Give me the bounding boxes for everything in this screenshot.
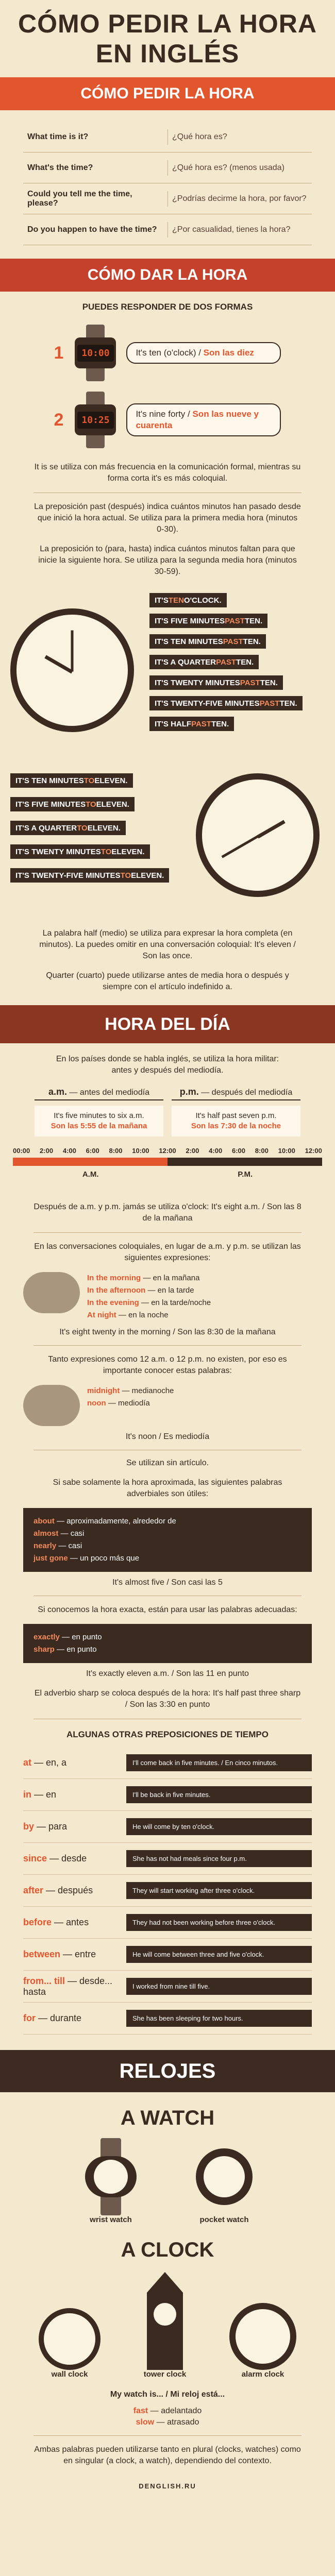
approx-note: Si sabe solamente la hora aproximada, las siguientes palabras adverbiales son útiles: (53, 1478, 282, 1498)
am-column: a.m. — antes del mediodía It's five minutes to six a.m. Son las 5:55 de la mañana (35, 1087, 163, 1137)
mywatch-es: — adelantado (148, 2406, 202, 2415)
alarm-clock-icon (229, 2303, 296, 2370)
preposition-term (23, 1789, 126, 1800)
box-en: sharp (34, 1645, 55, 1654)
box-es: — casi (58, 1529, 85, 1538)
note-past: La preposición past (después) indica cuántos minutos han pasado desde que inició la hora actual. Se utiliza para la primera media hora (minutos 0-30). (34, 502, 301, 534)
chat-item (87, 1385, 174, 1397)
pill-pre: IT'S TWENTY-FIVE MINUTES (155, 699, 260, 708)
note-it-is: It is se utiliza con más frecuencia en la comunicación formal, mientras su forma corta it's es más coloquial. (34, 463, 301, 483)
tower-clock-caption: tower clock (143, 2370, 187, 2379)
speech-es: Son las diez (203, 348, 254, 358)
tower-clock-icon (137, 2272, 193, 2370)
time-phrase-pill (10, 844, 150, 859)
time-phrase-pill (149, 717, 234, 731)
pill-key: PAST (191, 719, 211, 728)
question-es: ¿Por casualidad, tienes la hora? (167, 222, 312, 238)
pill-post: TEN. (211, 719, 229, 728)
two-ways-label: PUEDES RESPONDER DE DOS FORMAS (82, 302, 253, 312)
box-item (34, 1528, 301, 1540)
preposition-es: en (46, 1789, 57, 1800)
page-title: CÓMO PEDIR LA HORA EN INGLÉS (18, 9, 317, 68)
pill-key: TO (100, 847, 112, 856)
preposition-row (23, 1971, 312, 2003)
pill-key: PAST (240, 678, 260, 687)
wall-clock-icon (39, 2308, 100, 2370)
preposition-row (23, 1779, 312, 1811)
pill-pre: IT'S TEN MINUTES (15, 776, 84, 785)
timeline-tick-label: 10:00 (132, 1147, 149, 1155)
box-item (34, 1631, 301, 1643)
preposition-row (23, 2003, 312, 2035)
box-es: — en punto (59, 1633, 102, 1641)
preposition-es: después (58, 1885, 93, 1895)
question-row (23, 152, 312, 183)
box-es: — en punto (54, 1645, 97, 1654)
question-es: ¿Podrías decirme la hora, por favor? (167, 191, 312, 207)
approx-example: It's almost five / Son casi las 5 (112, 1578, 223, 1587)
preposition-es: desde (61, 1853, 87, 1863)
preposition-row (23, 1747, 312, 1779)
footer-brand: DENGLISH.RU (139, 2482, 196, 2490)
chat-en: In the afternoon (87, 1286, 146, 1295)
chat-es: — medianoche (120, 1386, 174, 1395)
chat-es: — en la mañana (141, 1274, 200, 1282)
exact-note: Si conocemos la hora exacta, están para usar las palabras adecuadas: (38, 1605, 297, 1614)
preposition-example: He will come by ten o'clock. (126, 1818, 312, 1835)
chat-en: noon (87, 1399, 106, 1408)
speech-bubble: It's ten (o'clock) / Son las diez (126, 342, 281, 364)
chat-item (87, 1284, 211, 1297)
pill-key: PAST (216, 657, 237, 667)
approx-lead: Se utilizan sin artículo. (126, 1459, 209, 1467)
chat-en: In the morning (87, 1274, 141, 1282)
pill-key: PAST (225, 616, 245, 625)
preposition-sep: — (31, 1757, 46, 1768)
pill-pre: IT'S TEN MINUTES (155, 637, 223, 646)
box-es: — un poco más que (68, 1554, 140, 1563)
preposition-term (23, 1917, 126, 1928)
box-item (34, 1515, 301, 1528)
section-heading-tell: CÓMO DAR LA HORA (0, 259, 335, 292)
clock-icon (196, 773, 320, 897)
speech-en: It's ten (o'clock) (136, 348, 196, 358)
way-number: 2 (54, 410, 64, 430)
question-en: Could you tell me the time, please? (27, 189, 132, 208)
way-number: 1 (54, 343, 64, 363)
mywatch-label: My watch is... / Mi reloj está... (110, 2390, 225, 2399)
pill-post: TEN. (236, 657, 254, 667)
approx-box (23, 1508, 312, 1572)
preposition-example: They will start working after three o'clock. (126, 1882, 312, 1899)
divider (34, 2435, 301, 2436)
preposition-sep: — (65, 1975, 80, 1986)
pill-key: TO (86, 800, 96, 809)
question-en: What time is it? (27, 132, 89, 141)
mywatch-item (39, 2405, 296, 2417)
box-item (34, 1643, 301, 1656)
preposition-row (23, 1875, 312, 1907)
time-phrase-pill (149, 614, 267, 628)
preposition-example: I'll be back in five minutes. (126, 1786, 312, 1803)
box-item (34, 1540, 301, 1552)
time-phrase-pill (10, 821, 126, 835)
divider (34, 1232, 301, 1233)
preposition-sep: — (60, 1949, 75, 1959)
watch-digits: 10:25 (77, 412, 113, 429)
final-note: Ambas palabras pueden utilizarse tanto en plural (clocks, watches) como en singular (a clock, a watch), dependiendo del contexto. (34, 2445, 301, 2465)
preposition-row (23, 1811, 312, 1843)
mywatch-es: — atrasado (154, 2418, 199, 2427)
chat1-example: It's eight twenty in the morning / Son las 8:30 de la mañana (59, 1328, 276, 1336)
mywatch-items (39, 2405, 296, 2428)
pill-post: TEN. (243, 637, 261, 646)
chat-es: — mediodía (106, 1399, 150, 1408)
pill-pre: IT'S (155, 596, 169, 605)
exact-example: It's exactly eleven a.m. / Son las 11 en punto (86, 1669, 249, 1678)
wrist-watch-icon (77, 2138, 144, 2215)
note-am-pm: Después de a.m. y p.m. jamás se utiliza o'clock: It's eight a.m. / Son las 8 de la mañana (34, 1202, 301, 1223)
question-es: ¿Qué hora es? (167, 129, 312, 145)
sharp-note: El adverbio sharp se coloca después de la hora: It's half past three sharp / Son las 3:30 en punto (34, 1689, 301, 1709)
preposition-sep: — (36, 2013, 51, 2023)
preposition-sep: — (47, 1853, 62, 1863)
pill-pre: IT'S TWENTY MINUTES (155, 678, 240, 687)
timeline-tick-label: 12:00 (305, 1147, 322, 1155)
pill-pre: IT'S TWENTY-FIVE MINUTES (15, 871, 121, 880)
digital-watch-icon (70, 325, 121, 381)
watches-row (0, 2138, 335, 2224)
timeline-tick-label: 10:00 (278, 1147, 295, 1155)
preposition-term (23, 1949, 126, 1960)
chat-en: At night (87, 1311, 116, 1319)
note-colloquial: En las conversaciones coloquiales, en lugar de a.m. y p.m. se utilizan las siguientes expresiones: (34, 1242, 301, 1262)
pill-post: TEN. (279, 699, 297, 708)
mywatch-item (39, 2417, 296, 2428)
preposition-sep: — (34, 1821, 49, 1832)
section-heading-ask: CÓMO PEDIR LA HORA (0, 77, 335, 110)
pill-key: TO (83, 776, 95, 785)
timeline-tick-label: 8:00 (109, 1147, 123, 1155)
watch-digits: 10:00 (77, 345, 113, 362)
question-row (23, 183, 312, 214)
note-to: La preposición to (para, hasta) indica cuántos minutos faltan para que inicie la siguiente hora. Se utiliza para la segunda media hora (minutos 30-59). (38, 545, 297, 576)
question-row (23, 122, 312, 152)
preposition-sep: — (52, 1917, 66, 1927)
timeline-tick-label: 4:00 (209, 1147, 223, 1155)
preposition-es: durante (50, 2013, 82, 2023)
preposition-en: in (23, 1789, 31, 1800)
timeline-tick-label: 4:00 (62, 1147, 76, 1155)
chat-item (87, 1272, 211, 1284)
mywatch-en: slow (136, 2418, 155, 2427)
preposition-term (23, 1853, 126, 1864)
pill-post: ELEVEN. (131, 871, 164, 880)
time-phrase-pill (149, 696, 303, 710)
preps-heading: ALGUNAS OTRAS PREPOSICIONES DE TIEMPO (66, 1730, 269, 1739)
preposition-row (23, 1843, 312, 1875)
preposition-sep: — (31, 1789, 46, 1800)
clock-to-block (0, 758, 335, 918)
watch-title: A WATCH (120, 2107, 215, 2129)
preposition-term (23, 1976, 126, 1997)
questions-table (23, 122, 312, 245)
time-phrase-pill (10, 773, 133, 788)
section-heading-day: HORA DEL DÍA (0, 1005, 335, 1043)
preposition-term (23, 1821, 126, 1832)
box-es: — casi (56, 1541, 82, 1550)
chat-es: — en la tarde (145, 1286, 194, 1295)
pocket-watch-icon (191, 2138, 258, 2215)
pill-post: O'CLOCK. (183, 596, 222, 605)
chat-block-1 (23, 1272, 312, 1321)
preposition-example: I'll come back in five minutes. / En cinco minutos. (126, 1754, 312, 1771)
preposition-en: for (23, 2013, 36, 2023)
note-quarter: Quarter (cuarto) puede utilizarse antes de media hora o después y siempre con el artículo indefinido a. (46, 971, 289, 991)
note-midnight: Tanto expresiones como 12 a.m. o 12 p.m. no existen, por eso es importante conocer estas palabras: (48, 1355, 287, 1375)
pocket-watch-caption: pocket watch (199, 2215, 249, 2224)
chat-block-2 (23, 1385, 312, 1426)
pill-post: TEN. (260, 678, 278, 687)
chat-en: In the evening (87, 1298, 139, 1307)
way-1 (0, 319, 335, 386)
chat-es: — en la noche (116, 1311, 169, 1319)
preposition-en: after (23, 1885, 44, 1895)
am-pm-columns (0, 1087, 335, 1137)
preposition-term (23, 1757, 126, 1768)
pill-pre: IT'S A QUARTER (155, 657, 216, 667)
preposition-es: en, a (46, 1757, 67, 1768)
pill-pre: IT'S FIVE MINUTES (155, 616, 225, 625)
title-block (0, 0, 335, 77)
clock-title: A CLOCK (121, 2239, 214, 2261)
question-es: ¿Qué hora es? (menos usada) (167, 160, 312, 176)
clock-past-block (0, 588, 335, 748)
preposition-example: She has been sleeping for two hours. (126, 2010, 312, 2027)
preposition-en: between (23, 1949, 61, 1959)
pill-key: PAST (259, 699, 280, 708)
timeline-tick-label: 12:00 (159, 1147, 176, 1155)
chat-item (87, 1297, 211, 1309)
alarm-clock-caption: alarm clock (241, 2370, 284, 2379)
preposition-example: He will come between three and five o'clock. (126, 1946, 312, 1963)
timeline-tick-label: 2:00 (40, 1147, 54, 1155)
box-en: about (34, 1517, 55, 1526)
box-en: exactly (34, 1633, 60, 1641)
pill-post: ELEVEN. (87, 823, 121, 833)
wall-clock-caption: wall clock (51, 2370, 88, 2379)
preposition-example: She has not had meals since four p.m. (126, 1850, 312, 1867)
digital-watch-icon (70, 392, 121, 448)
section-heading-clocks: RELOJES (0, 2050, 335, 2092)
preposition-example: They had not been working before three o'clock. (126, 1914, 312, 1931)
chat-item (87, 1309, 211, 1321)
preposition-en: at (23, 1757, 32, 1768)
preposition-term (23, 1885, 126, 1896)
preposition-example: I worked from nine till five. (126, 1978, 312, 1995)
preposition-sep: — (43, 1885, 58, 1895)
pill-key: TO (77, 823, 88, 833)
preposition-term (23, 2013, 126, 2024)
clocks-row (0, 2272, 335, 2379)
preposition-en: since (23, 1853, 47, 1863)
box-es: — aproximadamente, alrededor de (54, 1517, 176, 1526)
time-phrase-pill (10, 868, 169, 883)
time-phrase-pill (149, 634, 266, 649)
am-caption: A.M. (82, 1170, 99, 1179)
exact-box (23, 1624, 312, 1663)
preposition-en: before (23, 1917, 52, 1927)
speech-bubble-icon (23, 1272, 80, 1313)
way-2 (0, 386, 335, 453)
speech-en: It's nine forty (136, 409, 186, 419)
pm-column: p.m. — después del mediodía It's half past seven p.m. Son las 7:30 de la noche (172, 1087, 300, 1137)
question-row (23, 214, 312, 245)
preposition-es: entre (75, 1949, 96, 1959)
pill-key: TO (120, 871, 131, 880)
preposition-es: desde... hasta (23, 1975, 113, 1997)
speech-bubble-icon (23, 1385, 80, 1426)
pill-key: PAST (223, 637, 243, 646)
box-en: nearly (34, 1541, 57, 1550)
speech-bubble: It's nine forty / Son las nueve y cuarenta (126, 403, 281, 436)
time-phrase-pill (149, 675, 283, 690)
speech-es: Son las nueve y cuarenta (136, 409, 259, 430)
pill-pre: IT'S FIVE MINUTES (15, 800, 86, 809)
chat-item (87, 1397, 174, 1410)
pill-pre: IT'S A QUARTER (15, 823, 77, 833)
chat2-example: It's noon / Es mediodía (125, 1432, 210, 1441)
preposition-row (23, 1907, 312, 1939)
preposition-es: antes (66, 1917, 89, 1927)
time-phrase-pill (149, 593, 227, 607)
timeline-tick-label: 2:00 (186, 1147, 199, 1155)
chat-en: midnight (87, 1386, 120, 1395)
box-en: almost (34, 1529, 59, 1538)
preposition-en: by (23, 1821, 35, 1832)
pm-caption: P.M. (238, 1170, 253, 1179)
question-en: What's the time? (27, 163, 93, 172)
chat-es: — en la tarde/noche (139, 1298, 211, 1307)
divider (34, 1345, 301, 1346)
day-timeline (13, 1147, 322, 1193)
timeline-tick-label: 6:00 (86, 1147, 99, 1155)
time-phrase-pill (10, 797, 135, 811)
preposition-en: from... till (23, 1975, 65, 1986)
pill-pre: IT'S HALF (155, 719, 192, 728)
pill-post: ELEVEN. (111, 847, 145, 856)
day-intro: En los países donde se habla inglés, se utiliza la hora militar: antes y después del mediodía. (56, 1055, 279, 1075)
wrist-watch-caption: wrist watch (90, 2215, 132, 2224)
note-half: La palabra half (medio) se utiliza para expresar la hora completa (en minutos). La puedes omitir en una conversación coloquial: It's eleven / Son las once. (39, 929, 296, 960)
timeline-tick-label: 6:00 (231, 1147, 245, 1155)
pill-post: TEN. (244, 616, 263, 625)
box-en: just gone (34, 1554, 68, 1563)
box-item (34, 1552, 301, 1565)
mywatch-en: fast (133, 2406, 148, 2415)
clock-icon (10, 608, 134, 732)
question-en: Do you happen to have the time? (27, 225, 157, 234)
timeline-tick-label: 8:00 (255, 1147, 269, 1155)
time-phrase-pill (149, 655, 259, 669)
pill-post: ELEVEN. (94, 776, 128, 785)
preposition-es: para (48, 1821, 68, 1832)
pill-pre: IT'S TWENTY MINUTES (15, 847, 101, 856)
preps-table (23, 1747, 312, 2035)
pill-post: ELEVEN. (96, 800, 129, 809)
preposition-row (23, 1939, 312, 1971)
timeline-tick-label: 00:00 (13, 1147, 30, 1155)
pill-key: TEN (168, 596, 184, 605)
